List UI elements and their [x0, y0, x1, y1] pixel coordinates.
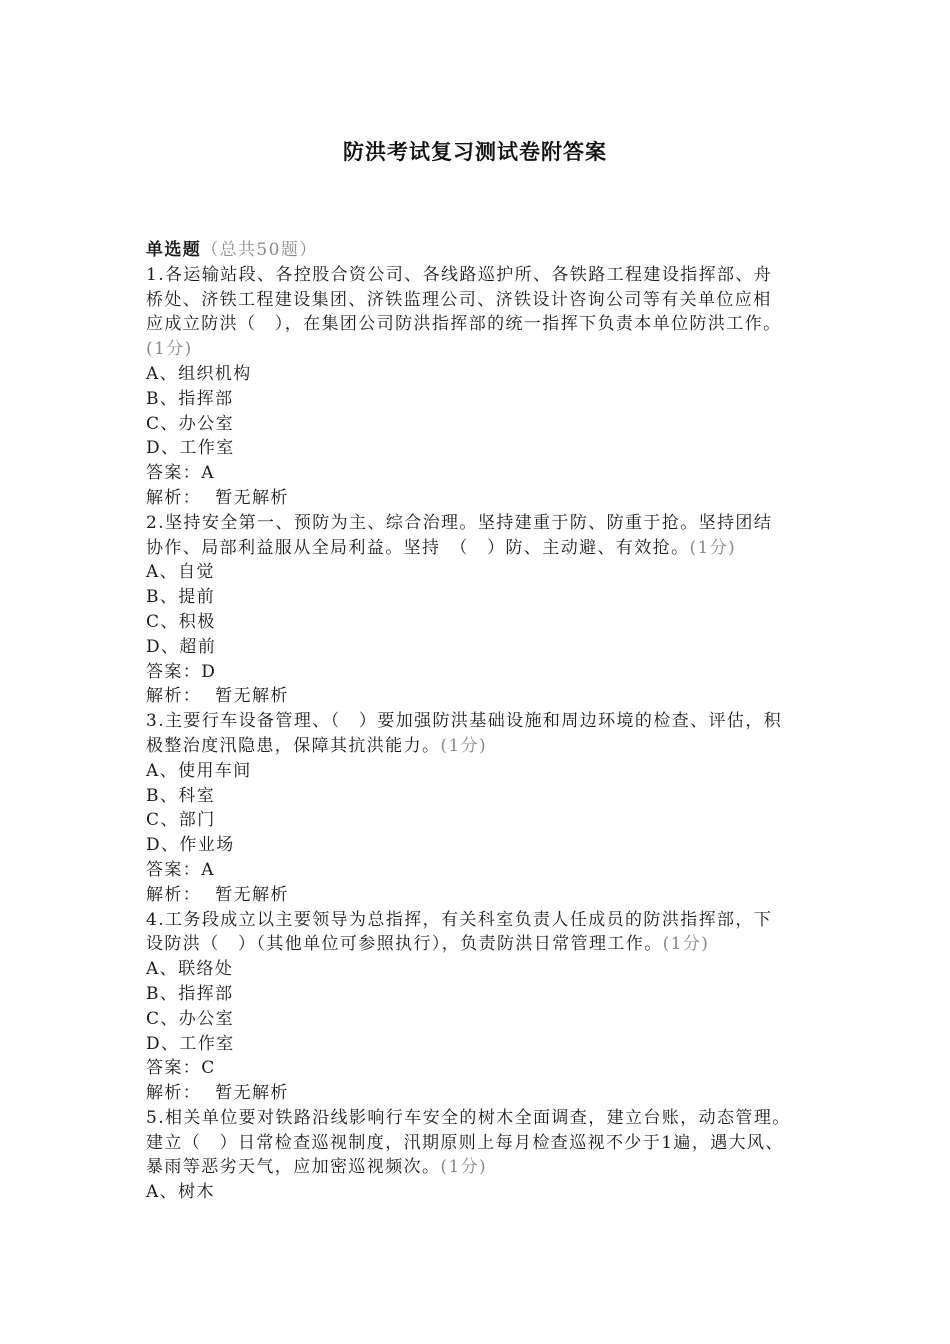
analysis-line — [146, 486, 816, 511]
question-list — [146, 238, 816, 1205]
question-text-line — [146, 1106, 816, 1131]
analysis-label: 解析： — [146, 487, 202, 508]
question-item — [146, 511, 816, 709]
analysis-line — [146, 684, 816, 709]
answer-key: 答案：D — [146, 661, 217, 682]
question-score: (1分) — [440, 1157, 488, 1178]
answer-option: D、工作室 — [146, 438, 235, 459]
question-text: 极整治度汛隐患，保障其抗洪能力。 — [146, 735, 441, 756]
analysis-line — [146, 883, 816, 908]
answer-option: B、指挥部 — [146, 388, 234, 409]
answer-key: 答案：A — [146, 463, 215, 484]
answer-option: C、积极 — [146, 611, 216, 632]
question-text-line — [146, 312, 816, 337]
question-text: 建立（ ）日常检查巡视制度，汛期原则上每月检查巡视不少于1遍，遇大风、 — [146, 1132, 784, 1153]
analysis-label: 解析： — [146, 884, 202, 905]
answer-option: D、工作室 — [146, 1033, 235, 1054]
answer-option: C、部门 — [146, 810, 216, 831]
question-text-line — [146, 1155, 816, 1180]
document-title: 防洪考试复习测试卷附答案 — [343, 139, 607, 164]
analysis-text: 暂无解析 — [215, 487, 289, 508]
question-text: 2.坚持安全第一、预防为主、综合治理。坚持建重于防、防重于抢。坚持团结 — [146, 512, 773, 533]
answer-option: D、超前 — [146, 636, 217, 657]
analysis-text: 暂无解析 — [215, 1083, 289, 1104]
answer-key: 答案：A — [146, 859, 215, 880]
answer-option: C、办公室 — [146, 413, 235, 434]
question-item — [146, 709, 816, 907]
question-item — [146, 1106, 816, 1205]
question-text: 5.相关单位要对铁路沿线影响行车安全的树木全面调查，建立台账，动态管理。 — [146, 1107, 791, 1128]
analysis-line — [146, 1081, 816, 1106]
question-text: 暴雨等恶劣天气，应加密巡视频次。 — [146, 1157, 441, 1178]
question-text-line — [146, 1131, 816, 1156]
answer-option: A、组织机构 — [146, 363, 252, 384]
question-score: (1分) — [440, 735, 488, 756]
answer-option: B、提前 — [146, 587, 216, 608]
analysis-label: 解析： — [146, 1083, 202, 1104]
question-text: 1.各运输站段、各控股合资公司、各线路巡护所、各铁路工程建设指挥部、舟 — [146, 264, 773, 285]
analysis-text: 暂无解析 — [215, 884, 289, 905]
question-score: (1分) — [662, 934, 710, 955]
section-note: （总共50题） — [201, 240, 318, 260]
question-text: 协作、局部利益服从全局利益。坚持 （ ）防、主动避、有效抢。 — [146, 537, 690, 558]
question-text: 桥处、济铁工程建设集团、济铁监理公司、济铁设计咨询公司等有关单位应相 — [146, 289, 772, 310]
answer-option: A、联络处 — [146, 959, 234, 980]
answer-option: D、作业场 — [146, 835, 235, 856]
analysis-text: 暂无解析 — [215, 686, 289, 707]
question-text-line — [146, 511, 816, 536]
answer-key: 答案：C — [146, 1058, 216, 1079]
answer-option: B、指挥部 — [146, 983, 234, 1004]
question-text: 应成立防洪（ ），在集团公司防洪指挥部的统一指挥下负责本单位防洪工作。 — [146, 314, 782, 335]
answer-option: A、自觉 — [146, 562, 215, 583]
question-score: (1分) — [146, 339, 193, 360]
question-text: 4.工务段成立以主要领导为总指挥，有关科室负责人任成员的防洪指挥部，下 — [146, 909, 773, 930]
question-text-line — [146, 536, 816, 561]
question-text-line — [146, 734, 816, 759]
answer-option: B、科室 — [146, 785, 216, 806]
section-label: 单选题 — [146, 240, 202, 260]
question-text-line — [146, 288, 816, 313]
analysis-label: 解析： — [146, 686, 202, 707]
question-item — [146, 263, 816, 511]
question-text-line — [146, 932, 816, 957]
section-heading — [146, 238, 816, 263]
answer-option: C、办公室 — [146, 1008, 235, 1029]
answer-option: A、树木 — [146, 1182, 215, 1203]
question-text-line — [146, 709, 816, 734]
question-text: 设防洪（ ）（其他单位可参照执行），负责防洪日常管理工作。 — [146, 934, 663, 955]
question-item — [146, 908, 816, 1106]
answer-option: A、使用车间 — [146, 760, 252, 781]
question-text-line — [146, 908, 816, 933]
question-text: 3.主要行车设备管理、（ ）要加强防洪基础设施和周边环境的检查、评估，积 — [146, 711, 783, 732]
question-score: (1分) — [689, 537, 737, 558]
question-text-line — [146, 263, 816, 288]
